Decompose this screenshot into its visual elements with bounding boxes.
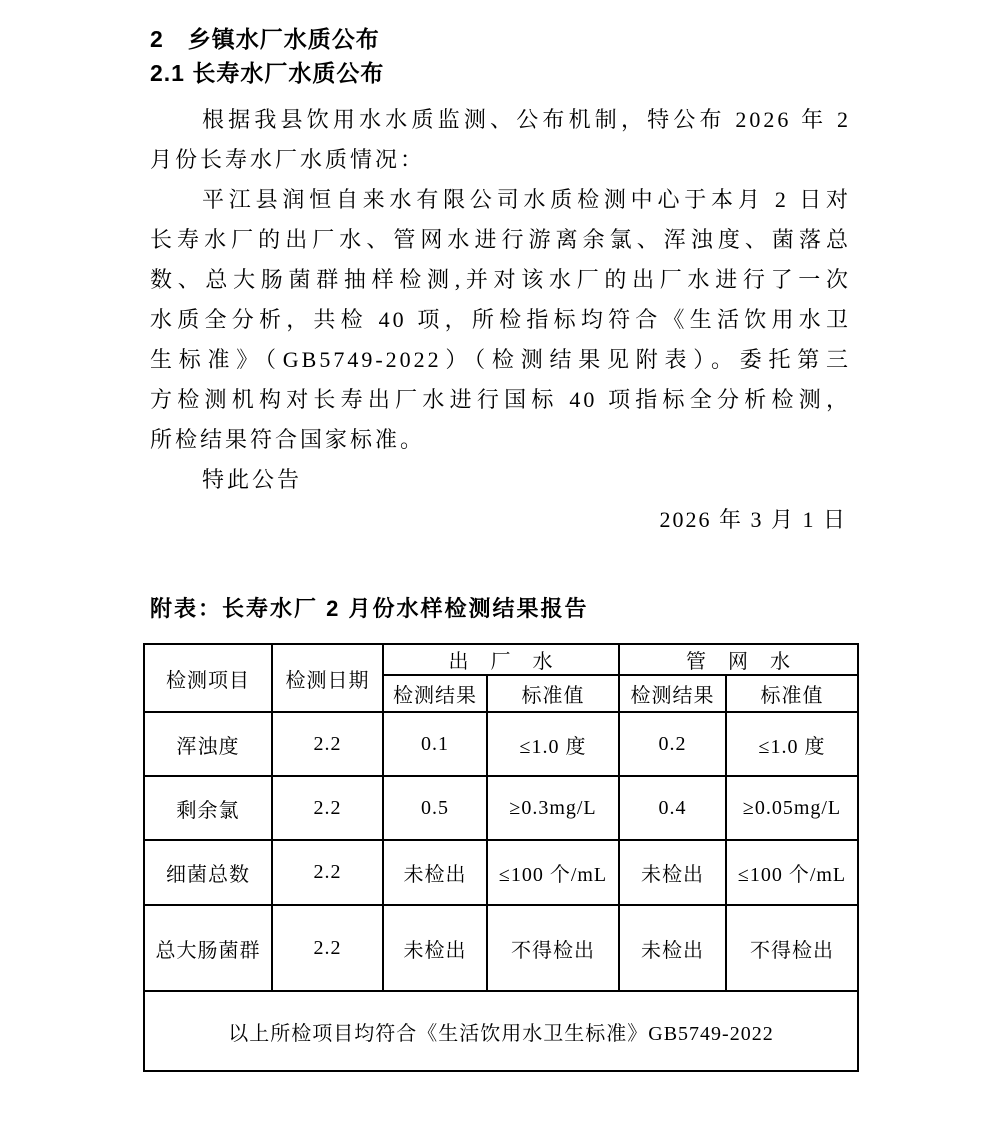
body-line: 生标准》（GB5749-2022）（检测结果见附表）。委托第三 [150, 347, 851, 372]
cell-date: 2.2 [272, 905, 383, 991]
cell-factory-standard: ≥0.3mg/L [487, 776, 619, 840]
header-date-cell: 检测日期 [272, 644, 383, 712]
cell-item: 细菌总数 [144, 840, 272, 905]
cell-factory-standard: ≤1.0 度 [487, 712, 619, 776]
cell-network-standard: ≥0.05mg/L [726, 776, 858, 840]
cell-factory-result: 0.5 [383, 776, 487, 840]
cell-network-result: 0.4 [619, 776, 726, 840]
header-standard-cell: 标准值 [726, 675, 858, 712]
subsection-heading: 2.1 长寿水厂水质公布 [150, 60, 385, 86]
cell-item: 剩余氯 [144, 776, 272, 840]
cell-factory-standard: ≤100 个/mL [487, 840, 619, 905]
paragraph-announcement [150, 100, 851, 180]
header-item-cell: 检测项目 [144, 644, 272, 712]
table-header-row-top [144, 644, 858, 675]
header-result-cell: 检测结果 [619, 675, 726, 712]
date-line: 2026 年 3 月 1 日 [659, 507, 847, 532]
body-line: 水质全分析，共检 40 项，所检指标均符合《生活饮用水卫 [150, 307, 851, 332]
body-line: 方检测机构对长寿出厂水进行国标 40 项指标全分析检测， [150, 387, 851, 412]
closing-note: 特此公告 [202, 467, 303, 492]
header-network-water-cell: 管 网 水 [619, 644, 858, 675]
body-line: 平江县润恒自来水有限公司水质检测中心于本月 2 日对 [202, 187, 851, 212]
body-line: 所检结果符合国家标准。 [150, 427, 426, 452]
cell-network-result: 0.2 [619, 712, 726, 776]
attachment-title: 附表：长寿水厂 2 月份水样检测结果报告 [150, 596, 589, 621]
cell-date: 2.2 [272, 840, 383, 905]
cell-date: 2.2 [272, 776, 383, 840]
document-body [150, 100, 851, 540]
cell-factory-result: 未检出 [383, 905, 487, 991]
section-heading: 2 乡镇水厂水质公布 [150, 26, 380, 52]
cell-network-result: 未检出 [619, 840, 726, 905]
cell-factory-result: 0.1 [383, 712, 487, 776]
cell-network-standard: ≤1.0 度 [726, 712, 858, 776]
table-footer-row [144, 991, 858, 1071]
header-factory-water-cell: 出 厂 水 [383, 644, 619, 675]
table-row [144, 776, 858, 840]
body-line: 数、总大肠菌群抽样检测,并对该水厂的出厂水进行了一次 [150, 267, 851, 292]
cell-factory-result: 未检出 [383, 840, 487, 905]
table-row [144, 712, 858, 776]
header-result-cell: 检测结果 [383, 675, 487, 712]
body-line: 月份长寿水厂水质情况： [150, 147, 426, 172]
cell-network-result: 未检出 [619, 905, 726, 991]
table-row [144, 840, 858, 905]
header-standard-cell: 标准值 [487, 675, 619, 712]
cell-item: 浑浊度 [144, 712, 272, 776]
paragraph-test-details [150, 180, 851, 460]
cell-network-standard: 不得检出 [726, 905, 858, 991]
cell-item: 总大肠菌群 [144, 905, 272, 991]
table-footer-note: 以上所检项目均符合《生活饮用水卫生标准》GB5749-2022 [144, 991, 858, 1071]
cell-factory-standard: 不得检出 [487, 905, 619, 991]
water-quality-table [143, 643, 859, 1072]
body-line: 根据我县饮用水水质监测、公布机制，特公布 2026 年 2 [202, 107, 851, 132]
body-line: 长寿水厂的出厂水、管网水进行游离余氯、浑浊度、菌落总 [150, 227, 851, 252]
table-row [144, 905, 858, 991]
cell-date: 2.2 [272, 712, 383, 776]
cell-network-standard: ≤100 个/mL [726, 840, 858, 905]
